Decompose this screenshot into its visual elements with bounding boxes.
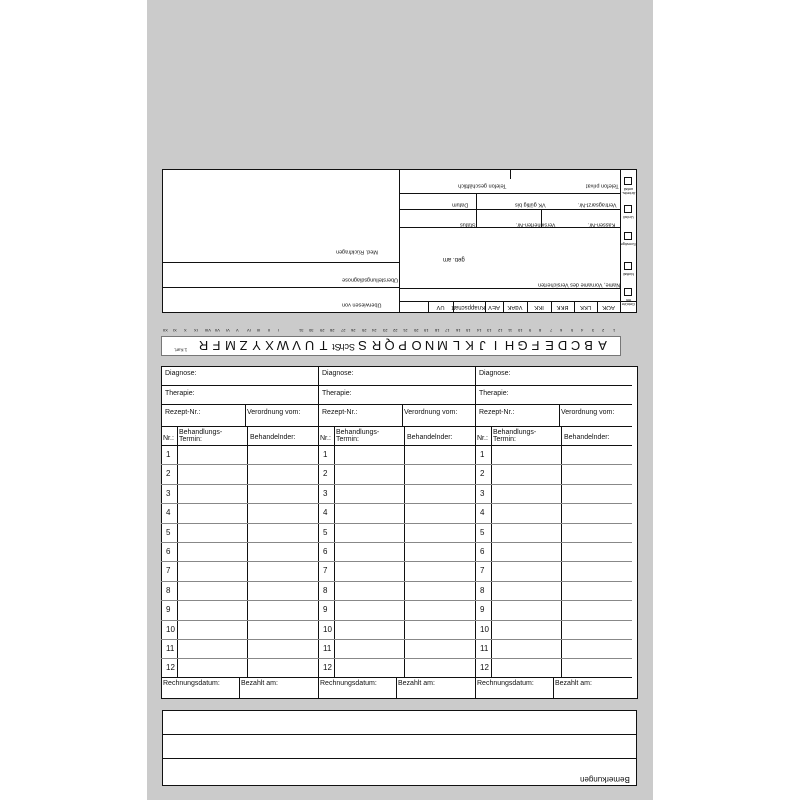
side-checkbox-1[interactable]: [624, 205, 632, 213]
ruler-mark: 29: [319, 328, 325, 333]
verordnung-label: Verordnung vom:: [247, 409, 301, 416]
rezept-nr-label: Rezept-Nr.:: [322, 409, 358, 416]
termin-cell[interactable]: [178, 446, 246, 463]
row-number: 5: [480, 527, 485, 537]
side-checkbox-label-3: Notfall: [622, 272, 635, 277]
termin-cell[interactable]: [492, 621, 560, 638]
letter-tab[interactable]: Sch: [339, 342, 356, 352]
behandelnder-cell[interactable]: [248, 621, 316, 638]
letter-tab[interactable]: F: [212, 338, 221, 353]
ruler-mark: 11: [508, 328, 513, 333]
termin-cell[interactable]: [492, 659, 560, 676]
letter-tab[interactable]: A: [597, 338, 607, 353]
termin-cell[interactable]: [492, 640, 560, 657]
row-number: 3: [166, 488, 171, 498]
behandelnder-cell[interactable]: [248, 601, 316, 618]
number-ruler: [161, 328, 621, 336]
behandelnder-cell[interactable]: [248, 446, 316, 463]
behandelnder-cell[interactable]: [562, 582, 630, 599]
row-number: 3: [323, 488, 328, 498]
row-number: 9: [166, 605, 171, 615]
row-number: 12: [480, 663, 489, 673]
letter-tab[interactable]: L: [452, 338, 460, 353]
termin-cell[interactable]: [335, 659, 403, 676]
termin-cell[interactable]: [178, 485, 246, 502]
ruler-mark: II: [267, 328, 270, 333]
ruler-mark: 19: [424, 328, 429, 333]
termin-cell[interactable]: [335, 504, 403, 521]
row-number: 11: [166, 644, 175, 653]
row-number: 5: [166, 527, 171, 537]
letter-tab[interactable]: D: [557, 338, 568, 353]
rechnungsdatum-label: Rechnungsdatum:: [320, 680, 377, 687]
ruler-mark: 20: [413, 328, 419, 333]
termin-cell[interactable]: [335, 446, 403, 463]
ruler-mark: 6: [560, 328, 563, 333]
row-number: 12: [323, 663, 332, 673]
row-number: 12: [166, 663, 175, 673]
row-number: 10: [480, 624, 489, 634]
termin-cell[interactable]: [492, 601, 560, 618]
behandelnder-cell[interactable]: [562, 621, 630, 638]
rezept-nr-label: Rezept-Nr.:: [479, 409, 515, 416]
ruler-mark: 26: [351, 328, 356, 333]
letter-tab[interactable]: W: [276, 338, 289, 353]
row-number: 2: [480, 469, 485, 479]
letter-tab[interactable]: H: [504, 338, 514, 353]
bezahlt-am-label: Bezahlt am:: [398, 680, 435, 687]
kasse-uv: UV: [436, 304, 445, 310]
row-number: 4: [480, 508, 485, 518]
datum-label: Datum: [452, 201, 469, 208]
row-number: 3: [480, 488, 485, 498]
termin-cell[interactable]: [492, 446, 560, 463]
letters-tag: 1.Kart.: [174, 347, 188, 353]
termin-cell[interactable]: [178, 562, 246, 579]
behandelnder-cell[interactable]: [562, 640, 630, 657]
ruler-mark: 15: [466, 328, 471, 333]
ruler-mark: 17: [445, 328, 450, 333]
ruler-mark: 28: [330, 328, 335, 333]
ruler-mark: 16: [455, 328, 461, 333]
termin-cell[interactable]: [492, 485, 560, 502]
row-number: 8: [323, 585, 328, 595]
med-rueckfragen-label: Med. Rückfragen: [336, 248, 378, 255]
termin-cell[interactable]: [492, 562, 560, 579]
letter-tab[interactable]: Q: [384, 338, 395, 353]
ruler-mark: 1: [612, 328, 615, 333]
ruler-mark: IV: [246, 328, 251, 333]
ruler-mark: VI: [225, 328, 230, 333]
row-number: 7: [480, 566, 485, 576]
ruler-mark: 12: [497, 328, 502, 333]
ruler-mark: IX: [194, 328, 199, 333]
diagnose-label: Diagnose:: [479, 370, 511, 377]
behandelnder-cell[interactable]: [405, 621, 473, 638]
bemerkungen-box: [162, 710, 637, 786]
row-number: 2: [166, 469, 171, 479]
letter-tab[interactable]: Z: [239, 338, 248, 353]
ueberwiesen-von-label: Überwiesen von: [342, 301, 382, 308]
row-number: 10: [323, 624, 332, 634]
ruler-mark: VIII: [204, 328, 211, 333]
letter-tab[interactable]: K: [464, 338, 474, 353]
ruler-mark: 30: [309, 328, 314, 333]
behandelnder-cell[interactable]: [405, 562, 473, 579]
behandelnder-cell[interactable]: [562, 504, 630, 521]
ruler-mark: XII: [163, 328, 168, 333]
status-label: Status: [460, 221, 476, 228]
behandelnder-cell[interactable]: [248, 543, 316, 560]
termin-cell[interactable]: [335, 621, 403, 638]
termin-cell[interactable]: [178, 640, 246, 657]
telefon-privat-label: Telefon privat: [586, 182, 619, 189]
row-number: 4: [323, 508, 328, 518]
rezept-nr-label: Rezept-Nr.:: [165, 409, 201, 416]
termin-cell[interactable]: [335, 582, 403, 599]
kasse-bkk: BKK: [556, 304, 569, 310]
side-checkbox-4[interactable]: [624, 288, 632, 296]
row-number: 6: [166, 547, 171, 556]
termin-cell[interactable]: [178, 465, 246, 482]
termin-cell[interactable]: [492, 543, 560, 560]
side-checkbox-label-2: Sonstige: [620, 242, 636, 247]
behandelnder-cell[interactable]: [248, 659, 316, 676]
letter-tab[interactable]: N: [424, 338, 435, 353]
row-number: 4: [166, 508, 171, 518]
letter-tab[interactable]: R: [371, 338, 381, 353]
behandelnder-cell[interactable]: [248, 465, 316, 482]
termin-cell[interactable]: [178, 524, 246, 541]
ruler-mark: X: [183, 328, 187, 333]
behandelnder-cell[interactable]: [562, 485, 630, 502]
therapie-label: Therapie:: [322, 390, 352, 397]
ruler-mark: 8: [539, 328, 542, 333]
termin-cell[interactable]: [335, 543, 403, 560]
ueberstellungsdiagnose-label: Überstellungsdiagnose: [342, 276, 398, 283]
behandelnder-cell[interactable]: [405, 582, 473, 599]
row-number: 11: [480, 644, 489, 653]
termin-cell[interactable]: [178, 582, 246, 599]
letter-tab[interactable]: V: [292, 338, 301, 353]
letter-tab[interactable]: St: [332, 342, 341, 352]
termin-cell[interactable]: [178, 504, 246, 521]
ruler-mark: 23: [382, 328, 387, 333]
row-number: 6: [480, 547, 485, 556]
termin-cell[interactable]: [178, 601, 246, 618]
diagnose-label: Diagnose:: [165, 370, 197, 377]
behandelnder-label: Behandelnder:: [564, 434, 610, 441]
name-vorname-label: Name, Vorname des Versicherten: [538, 281, 621, 288]
kasse-vdak: VdAK: [507, 304, 523, 310]
letter-tab[interactable]: S: [358, 338, 368, 353]
behandelnder-cell[interactable]: [562, 446, 630, 463]
behandelnder-cell[interactable]: [248, 562, 316, 579]
behandelnder-label: Behandelnder:: [407, 434, 453, 441]
behandelnder-cell[interactable]: [248, 485, 316, 502]
termin-cell[interactable]: [492, 582, 560, 599]
ruler-mark: 9: [528, 328, 532, 333]
termin-cell[interactable]: [492, 524, 560, 541]
behandelnder-cell[interactable]: [405, 504, 473, 521]
side-checkbox-label-1: Unfall: [623, 215, 634, 220]
ruler-mark: 3: [591, 328, 594, 333]
termin-label: Behandlungs- Termin:: [179, 429, 223, 443]
row-number: 10: [166, 624, 175, 634]
behandelnder-cell[interactable]: [405, 659, 473, 676]
ruler-mark: 18: [434, 328, 440, 333]
termin-cell[interactable]: [492, 504, 560, 521]
ruler-mark: 25: [361, 328, 367, 333]
letter-tab[interactable]: X: [265, 338, 275, 353]
letter-tab[interactable]: P: [398, 338, 408, 353]
termin-cell[interactable]: [335, 465, 403, 482]
row-number: 8: [166, 585, 171, 595]
side-checkbox-label-0: Arbeits-unfall: [621, 187, 636, 196]
termin-cell[interactable]: [335, 601, 403, 618]
behandelnder-cell[interactable]: [405, 524, 473, 541]
kasse-ikk: IKK: [534, 304, 544, 310]
kasse-knappschaft: Knappschaft: [451, 304, 485, 310]
side-checkbox-label-4: Gebühr frei: [621, 298, 636, 307]
letter-tab[interactable]: U: [305, 338, 315, 353]
ruler-mark: V: [236, 328, 239, 333]
letter-tab[interactable]: C: [570, 338, 581, 353]
termin-label: Behandlungs- Termin:: [336, 429, 380, 443]
letter-tab[interactable]: B: [584, 338, 594, 353]
row-number: 2: [323, 469, 328, 479]
bemerkungen-label: Bemerkungen: [580, 775, 630, 784]
therapie-label: Therapie:: [479, 390, 509, 397]
behandelnder-cell[interactable]: [405, 543, 473, 560]
kasse-lkk: LKK: [579, 304, 592, 310]
letter-tab[interactable]: I: [494, 338, 498, 353]
letter-index-strip: [161, 336, 621, 356]
nr-label: Nr.:: [477, 435, 488, 442]
side-checkbox-3[interactable]: [624, 262, 632, 270]
ruler-mark: 24: [372, 328, 377, 333]
kasse-aev: AEV: [488, 304, 501, 310]
ruler-mark: 31: [298, 328, 304, 333]
row-number: 7: [323, 566, 328, 576]
telefon-geschaeftlich-label: Telefon geschäftlich: [458, 182, 507, 189]
behandelnder-cell[interactable]: [405, 465, 473, 482]
verordnung-label: Verordnung vom:: [561, 409, 615, 416]
ruler-mark: 13: [487, 328, 492, 333]
ruler-mark: 10: [518, 328, 523, 333]
row-number: 1: [480, 450, 485, 459]
termin-cell[interactable]: [335, 524, 403, 541]
row-number: 5: [323, 527, 328, 537]
kassen-nr-label: Kassen-Nr.: [588, 221, 616, 228]
ruler-mark: 21: [403, 328, 408, 333]
bezahlt-am-label: Bezahlt am:: [241, 680, 278, 687]
behandelnder-cell[interactable]: [248, 582, 316, 599]
letter-tab[interactable]: R: [198, 338, 209, 353]
ruler-mark: VII: [215, 328, 221, 333]
termin-cell[interactable]: [335, 485, 403, 502]
behandelnder-cell[interactable]: [248, 524, 316, 541]
row-number: 1: [323, 450, 328, 459]
letter-tab[interactable]: E: [544, 338, 554, 353]
behandelnder-cell[interactable]: [405, 640, 473, 657]
ruler-mark: XI: [173, 328, 178, 333]
termin-cell[interactable]: [335, 640, 403, 657]
row-number: 9: [323, 605, 328, 615]
letter-tab[interactable]: G: [517, 338, 528, 353]
vertragsarzt-label: Vertragsarzt-Nr.: [578, 201, 617, 208]
geb-am-label: geb. am: [443, 256, 465, 262]
side-checkbox-2[interactable]: [624, 232, 632, 240]
ruler-mark: III: [257, 328, 261, 333]
behandelnder-cell[interactable]: [405, 446, 473, 463]
vk-gueltig-label: VK gültig bis: [515, 201, 546, 208]
letter-tab[interactable]: O: [411, 338, 422, 353]
ruler-mark: 22: [393, 328, 398, 333]
rechnungsdatum-label: Rechnungsdatum:: [477, 680, 534, 687]
letter-tab[interactable]: J: [479, 338, 486, 353]
ruler-mark: 27: [340, 328, 346, 333]
row-number: 9: [480, 605, 485, 615]
rechnungsdatum-label: Rechnungsdatum:: [163, 680, 220, 687]
behandelnder-cell[interactable]: [405, 485, 473, 502]
behandelnder-cell[interactable]: [562, 601, 630, 618]
termin-cell[interactable]: [335, 562, 403, 579]
letter-tab[interactable]: M: [224, 338, 236, 353]
side-checkbox-0[interactable]: [624, 177, 632, 185]
letter-tab[interactable]: T: [319, 338, 328, 353]
termin-cell[interactable]: [492, 465, 560, 482]
ruler-mark: 14: [476, 328, 482, 333]
nr-label: Nr.:: [163, 435, 174, 442]
behandelnder-cell[interactable]: [562, 659, 630, 676]
behandelnder-cell[interactable]: [562, 543, 630, 560]
termin-cell[interactable]: [178, 543, 246, 560]
ruler-mark: 5: [570, 328, 573, 333]
behandelnder-cell[interactable]: [248, 504, 316, 521]
behandelnder-cell[interactable]: [405, 601, 473, 618]
row-number: 7: [166, 566, 171, 576]
bezahlt-am-label: Bezahlt am:: [555, 680, 592, 687]
versicherten-nr-label: Versicherten-Nr.: [516, 221, 556, 228]
therapie-label: Therapie:: [165, 390, 195, 397]
behandelnder-cell[interactable]: [248, 640, 316, 657]
termin-cell[interactable]: [178, 621, 246, 638]
row-number: 8: [480, 585, 485, 595]
kasse-aok: AOK: [602, 304, 615, 310]
ruler-mark: 2: [602, 328, 605, 333]
behandelnder-cell[interactable]: [562, 562, 630, 579]
row-number: 1: [166, 450, 171, 459]
row-number: 6: [323, 547, 328, 556]
behandelnder-label: Behandelnder:: [250, 434, 296, 441]
row-number: 11: [323, 644, 332, 653]
termin-cell[interactable]: [178, 659, 246, 676]
letter-tab[interactable]: M: [437, 338, 449, 353]
ruler-mark: I: [278, 328, 280, 333]
behandelnder-cell[interactable]: [562, 465, 630, 482]
letter-tab[interactable]: F: [531, 338, 540, 353]
letter-tab[interactable]: Y: [252, 338, 261, 353]
termin-label: Behandlungs- Termin:: [493, 429, 537, 443]
ruler-mark: 7: [549, 328, 553, 333]
verordnung-label: Verordnung vom:: [404, 409, 458, 416]
nr-label: Nr.:: [320, 435, 331, 442]
behandelnder-cell[interactable]: [562, 524, 630, 541]
diagnose-label: Diagnose:: [322, 370, 354, 377]
ruler-mark: 4: [581, 328, 584, 333]
